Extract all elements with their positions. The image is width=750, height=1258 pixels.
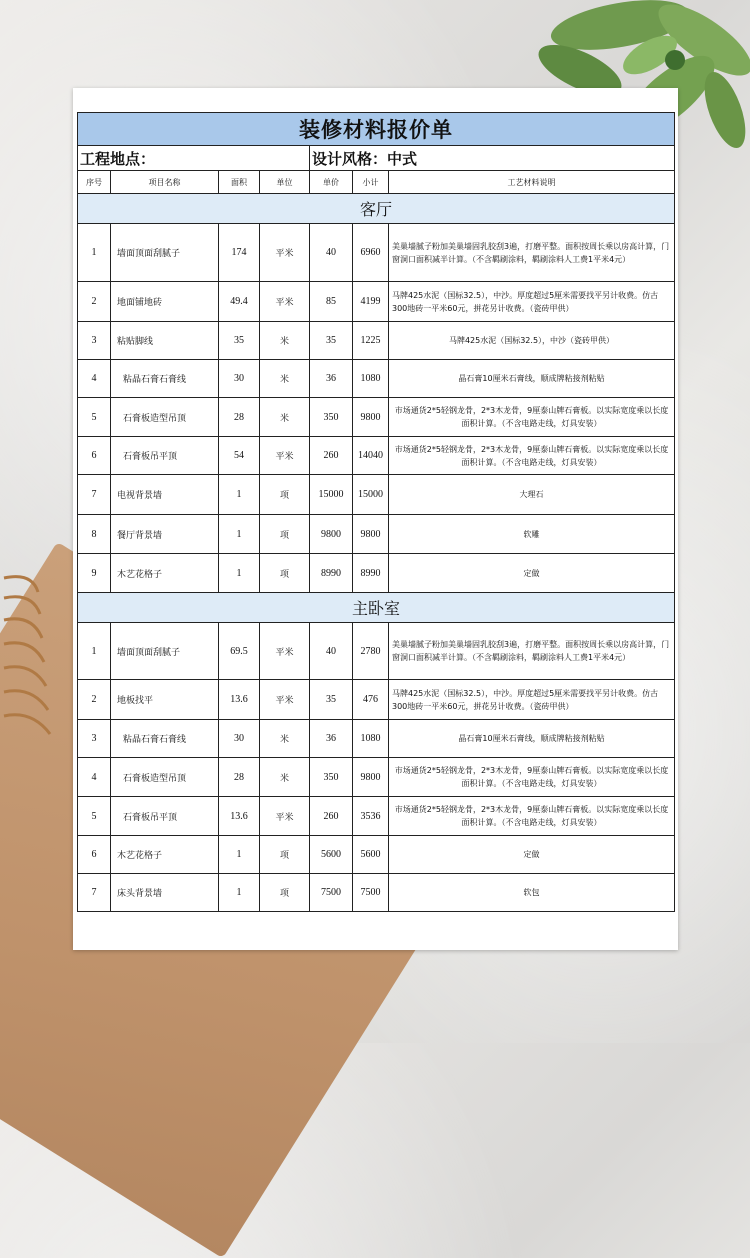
- item-unit-price: 15000: [310, 475, 353, 515]
- item-number: 1: [78, 224, 111, 282]
- table-row: [78, 437, 675, 475]
- item-unit-price: 35: [310, 322, 353, 360]
- item-name: 石膏板吊平顶: [111, 797, 219, 836]
- item-unit: 米: [260, 398, 310, 437]
- table-row: [78, 874, 675, 912]
- item-number: 9: [78, 554, 111, 593]
- item-unit-price: 40: [310, 224, 353, 282]
- column-header-area: 面积: [219, 171, 260, 194]
- item-unit-price: 85: [310, 282, 353, 322]
- item-unit-price: 350: [310, 758, 353, 797]
- item-number: 5: [78, 398, 111, 437]
- item-subtotal: 14040: [353, 437, 389, 475]
- table-row: [78, 360, 675, 398]
- item-name: 木艺花格子: [111, 836, 219, 874]
- item-number: 4: [78, 758, 111, 797]
- item-unit: 项: [260, 515, 310, 554]
- column-header-name: 项目名称: [111, 171, 219, 194]
- item-area: 174: [219, 224, 260, 282]
- item-subtotal: 9800: [353, 515, 389, 554]
- item-unit-price: 8990: [310, 554, 353, 593]
- table-row: [78, 322, 675, 360]
- section-header: 客厅: [78, 194, 675, 224]
- item-name: 木艺花格子: [111, 554, 219, 593]
- item-description: 美巢墙腻子粉加美巢墙固乳胶刮3遍，打磨平整。面积按周长乘以房高计算，门窗洞口面积减半计算。（不含羁刷涂料，羁刷涂料人工费1平米4元）: [389, 224, 675, 282]
- item-name: 粘贴脚线: [111, 322, 219, 360]
- item-subtotal: 5600: [353, 836, 389, 874]
- item-subtotal: 4199: [353, 282, 389, 322]
- item-area: 13.6: [219, 797, 260, 836]
- item-number: 4: [78, 360, 111, 398]
- table-row: [78, 758, 675, 797]
- item-unit-price: 40: [310, 623, 353, 680]
- item-unit: 平米: [260, 797, 310, 836]
- section-header: 主卧室: [78, 593, 675, 623]
- item-description: 市场通货2*5轻钢龙骨，2*3木龙骨，9厘泰山牌石膏板。以实际宽度乘以长度面积计算。（不含电路走线，灯具安装）: [389, 758, 675, 797]
- item-name: 石膏板造型吊顶: [111, 398, 219, 437]
- project-location-label: 工程地点：: [78, 146, 310, 171]
- item-area: 28: [219, 398, 260, 437]
- item-subtotal: 1080: [353, 720, 389, 758]
- item-description: 市场通货2*5轻钢龙骨，2*3木龙骨，9厘泰山牌石膏板。以实际宽度乘以长度面积计算。（不含电路走线，灯具安装）: [389, 437, 675, 475]
- item-area: 1: [219, 836, 260, 874]
- item-name: 床头背景墙: [111, 874, 219, 912]
- table-row: [78, 680, 675, 720]
- item-description: 晶石膏10厘米石膏线，顺成牌粘接剂粘贴: [389, 360, 675, 398]
- item-name: 餐厅背景墙: [111, 515, 219, 554]
- item-area: 49.4: [219, 282, 260, 322]
- item-number: 7: [78, 874, 111, 912]
- item-unit-price: 7500: [310, 874, 353, 912]
- item-unit-price: 36: [310, 720, 353, 758]
- item-unit-price: 36: [310, 360, 353, 398]
- item-number: 7: [78, 475, 111, 515]
- item-name: 石膏板吊平顶: [111, 437, 219, 475]
- item-unit: 平米: [260, 680, 310, 720]
- quote-sheet-paper: [73, 88, 678, 950]
- item-description: 马牌425水泥（国标32.5），中沙。厚度超过5厘米需要找平另计收费。仿古300地砖一平米60元，拼花另计收费。（瓷砖甲供）: [389, 282, 675, 322]
- item-unit: 米: [260, 758, 310, 797]
- item-subtotal: 476: [353, 680, 389, 720]
- item-subtotal: 3536: [353, 797, 389, 836]
- item-description: 马牌425水泥（国标32.5），中沙（瓷砖甲供）: [389, 322, 675, 360]
- item-unit-price: 260: [310, 437, 353, 475]
- item-subtotal: 7500: [353, 874, 389, 912]
- item-number: 2: [78, 680, 111, 720]
- item-unit-price: 35: [310, 680, 353, 720]
- table-row: [78, 836, 675, 874]
- item-area: 13.6: [219, 680, 260, 720]
- item-unit: 平米: [260, 224, 310, 282]
- item-number: 6: [78, 437, 111, 475]
- item-description: 定做: [389, 836, 675, 874]
- column-header-unit: 单位: [260, 171, 310, 194]
- column-header-subtotal: 小计: [353, 171, 389, 194]
- item-description: 软包: [389, 874, 675, 912]
- item-unit: 项: [260, 475, 310, 515]
- item-area: 54: [219, 437, 260, 475]
- table-row: [78, 224, 675, 282]
- item-description: 大理石: [389, 475, 675, 515]
- item-unit: 米: [260, 322, 310, 360]
- table-row: [78, 720, 675, 758]
- item-subtotal: 1225: [353, 322, 389, 360]
- item-unit: 平米: [260, 623, 310, 680]
- column-header-price: 单价: [310, 171, 353, 194]
- item-area: 1: [219, 874, 260, 912]
- notebook-spiral-decoration: [0, 560, 70, 760]
- item-number: 8: [78, 515, 111, 554]
- item-name: 地板找平: [111, 680, 219, 720]
- table-row: [78, 623, 675, 680]
- item-unit: 平米: [260, 282, 310, 322]
- item-number: 3: [78, 720, 111, 758]
- item-area: 1: [219, 515, 260, 554]
- item-description: 定做: [389, 554, 675, 593]
- item-unit: 项: [260, 554, 310, 593]
- item-description: 晶石膏10厘米石膏线，顺成牌粘接剂粘贴: [389, 720, 675, 758]
- item-description: 市场通货2*5轻钢龙骨，2*3木龙骨，9厘泰山牌石膏板。以实际宽度乘以长度面积计算。（不含电路走线，灯具安装）: [389, 398, 675, 437]
- item-subtotal: 1080: [353, 360, 389, 398]
- item-unit-price: 9800: [310, 515, 353, 554]
- item-number: 1: [78, 623, 111, 680]
- item-name: 墙面顶面刮腻子: [111, 224, 219, 282]
- item-area: 1: [219, 475, 260, 515]
- item-subtotal: 6960: [353, 224, 389, 282]
- item-subtotal: 9800: [353, 398, 389, 437]
- item-area: 30: [219, 720, 260, 758]
- item-area: 35: [219, 322, 260, 360]
- item-name: 粘晶石膏石膏线: [111, 360, 219, 398]
- item-subtotal: 15000: [353, 475, 389, 515]
- table-row: [78, 398, 675, 437]
- item-description: 软雕: [389, 515, 675, 554]
- item-unit: 项: [260, 836, 310, 874]
- design-style-label: 设计风格：中式: [310, 146, 675, 171]
- table-row: [78, 515, 675, 554]
- item-name: 地面铺地砖: [111, 282, 219, 322]
- item-unit: 米: [260, 720, 310, 758]
- item-name: 墙面顶面刮腻子: [111, 623, 219, 680]
- item-subtotal: 2780: [353, 623, 389, 680]
- item-unit: 项: [260, 874, 310, 912]
- item-name: 粘晶石膏石膏线: [111, 720, 219, 758]
- item-number: 6: [78, 836, 111, 874]
- item-number: 5: [78, 797, 111, 836]
- item-unit-price: 5600: [310, 836, 353, 874]
- table-row: [78, 797, 675, 836]
- table-row: [78, 475, 675, 515]
- item-unit: 平米: [260, 437, 310, 475]
- column-header-description: 工艺材料说明: [389, 171, 675, 194]
- item-name: 石膏板造型吊顶: [111, 758, 219, 797]
- item-area: 30: [219, 360, 260, 398]
- item-unit: 米: [260, 360, 310, 398]
- table-row: [78, 282, 675, 322]
- item-description: 马牌425水泥（国标32.5），中沙。厚度超过5厘米需要找平另计收费。仿古300地砖一平米60元，拼花另计收费。（瓷砖甲供）: [389, 680, 675, 720]
- item-number: 3: [78, 322, 111, 360]
- item-area: 1: [219, 554, 260, 593]
- item-subtotal: 8990: [353, 554, 389, 593]
- item-area: 28: [219, 758, 260, 797]
- sheet-title: 装修材料报价单: [78, 113, 675, 146]
- table-row: [78, 554, 675, 593]
- item-description: 美巢墙腻子粉加美巢墙固乳胶刮3遍，打磨平整。面积按周长乘以房高计算，门窗洞口面积减半计算。（不含羁刷涂料，羁刷涂料人工费1平米4元）: [389, 623, 675, 680]
- item-number: 2: [78, 282, 111, 322]
- item-unit-price: 260: [310, 797, 353, 836]
- item-name: 电视背景墙: [111, 475, 219, 515]
- item-area: 69.5: [219, 623, 260, 680]
- column-header-no: 序号: [78, 171, 111, 194]
- quote-table: [77, 112, 675, 912]
- item-subtotal: 9800: [353, 758, 389, 797]
- item-unit-price: 350: [310, 398, 353, 437]
- item-description: 市场通货2*5轻钢龙骨，2*3木龙骨，9厘泰山牌石膏板。以实际宽度乘以长度面积计算。（不含电路走线，灯具安装）: [389, 797, 675, 836]
